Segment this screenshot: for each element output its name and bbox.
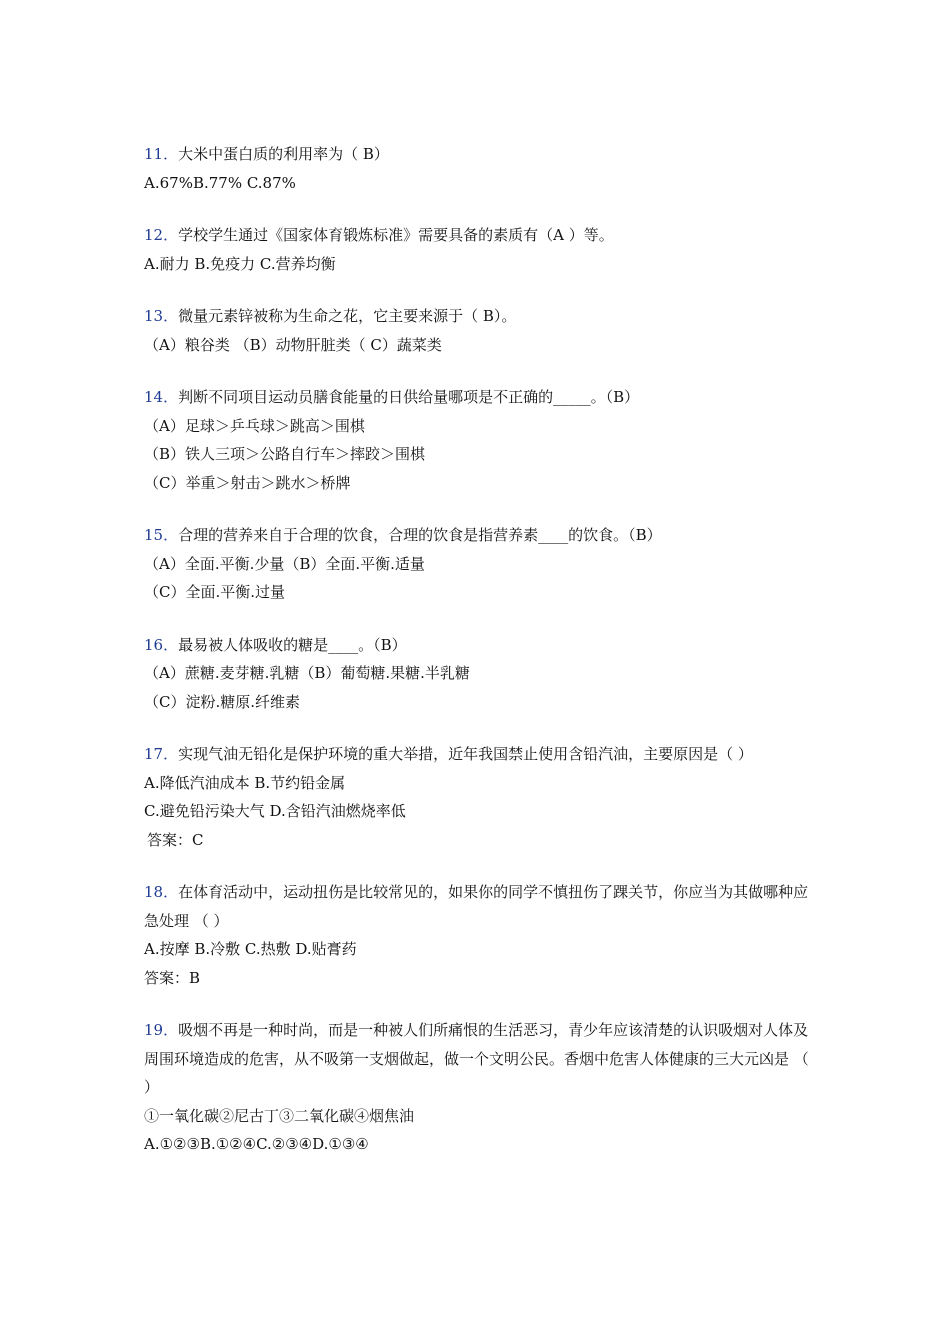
document-page	[144, 140, 814, 1183]
option-line: （A）粮谷类 （B）动物肝脏类（ C）蔬菜类	[144, 335, 442, 354]
option-line: A.耐力 B.免疫力 C.营养均衡	[144, 254, 336, 273]
question-number: 18．	[144, 883, 179, 901]
question-number: 17．	[144, 745, 179, 763]
question-19	[144, 1016, 814, 1159]
option-line: A.降低汽油成本 B.节约铅金属	[144, 773, 346, 792]
question-stem	[144, 383, 814, 412]
question-text: 吸烟不再是一种时尚，而是一种被人们所痛恨的生活恶习，青少年应该清楚的认识吸烟对人体及周围环境造成的危害，从不吸第一支烟做起，做一个文明公民。香烟中危害人体健康的三大元凶是 （ ）	[144, 1021, 809, 1096]
question-stem	[144, 521, 814, 550]
option-line: （A）足球＞乒乓球＞跳高＞围棋	[144, 416, 365, 435]
answer-line: 答案：C	[147, 830, 204, 849]
option-line: C.避免铅污染大气 D.含铅汽油燃烧率低	[144, 802, 406, 820]
question-text: 在体育活动中，运动扭伤是比较常见的，如果你的同学不慎扭伤了踝关节，你应当为其做哪种应急处理 （ ）	[144, 883, 809, 930]
question-12	[144, 221, 814, 278]
question-text: 合理的营养来自于合理的饮食，合理的饮食是指营养素____的饮食。（B）	[178, 526, 662, 544]
option-line: （C）举重＞射击＞跳水＞桥牌	[144, 473, 351, 492]
option-line: ①一氧化碳②尼古丁③二氧化碳④烟焦油	[144, 1106, 415, 1125]
question-number: 16．	[144, 635, 179, 654]
question-15	[144, 521, 814, 607]
question-stem	[144, 140, 814, 169]
question-number: 19．	[144, 1021, 179, 1039]
question-stem	[144, 631, 814, 660]
question-11	[144, 140, 814, 197]
option-line: （B）铁人三项＞公路自行车＞摔跤＞围棋	[144, 445, 426, 463]
option-line: （A）全面.平衡.少量（B）全面.平衡.适量	[144, 554, 425, 573]
question-number: 11．	[144, 145, 179, 163]
question-13	[144, 302, 814, 359]
question-stem	[144, 878, 814, 935]
question-text: 最易被人体吸收的糖是____。（B）	[178, 635, 407, 654]
option-line: A.①②③B.①②④C.②③④D.①③④	[144, 1135, 369, 1153]
option-line: A.67%B.77% C.87%	[144, 173, 296, 192]
answer-line: 答案：B	[144, 968, 201, 987]
question-14	[144, 383, 814, 497]
question-number: 14．	[144, 388, 179, 406]
question-number: 13．	[144, 307, 179, 325]
question-17	[144, 740, 814, 854]
question-stem	[144, 302, 814, 331]
option-line: （A）蔗糖.麦芽糖.乳糖（B）葡萄糖.果糖.半乳糖	[144, 664, 470, 682]
question-number: 12．	[144, 226, 179, 244]
question-text: 学校学生通过《国家体育锻炼标准》需要具备的素质有（A ）等。	[178, 226, 614, 244]
question-text: 大米中蛋白质的利用率为（ B）	[178, 145, 389, 163]
option-line: （C）淀粉.糖原.纤维素	[144, 692, 301, 711]
question-text: 实现气油无铅化是保护环境的重大举措，近年我国禁止使用含铅汽油，主要原因是（ ）	[178, 745, 753, 763]
question-number: 15．	[144, 526, 179, 544]
question-16	[144, 631, 814, 717]
question-stem	[144, 1016, 814, 1102]
question-stem	[144, 221, 814, 250]
question-text: 判断不同项目运动员膳食能量的日供给量哪项是不正确的_____。（B）	[178, 388, 640, 406]
question-stem	[144, 740, 814, 769]
option-line: A.按摩 B.冷敷 C.热敷 D.贴膏药	[144, 940, 357, 958]
question-text: 微量元素锌被称为生命之花，它主要来源于（ B）。	[178, 307, 517, 325]
question-18	[144, 878, 814, 992]
option-line: （C）全面.平衡.过量	[144, 583, 286, 601]
